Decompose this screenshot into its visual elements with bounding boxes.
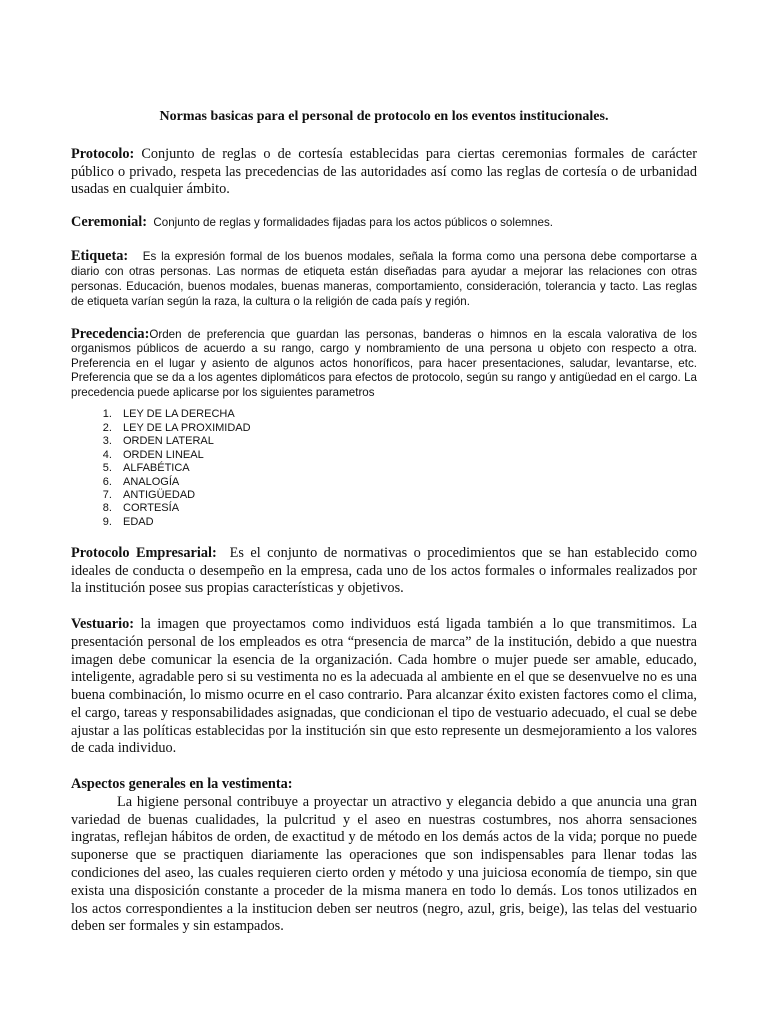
list-item: 7. ANTIGÜEDAD — [115, 489, 697, 502]
paragraph-ceremonial — [71, 215, 697, 230]
term-protocolo: Protocolo: — [71, 146, 135, 162]
term-vestuario: Vestuario: — [71, 615, 135, 632]
document-title: Normas basicas para el personal de protocolo en los eventos institucionales. — [159, 109, 609, 124]
definition-etiqueta: Es la expresión formal de los buenos modales, señala la forma como una persona debe comportarse a diario con otras personas. Las normas de etiqueta están diseñadas para ayudar a mejorar las relaciones con otras personas. Educación, buenos modales, buenas maneras, comportamiento, consideración, tolerancia y tacto. Las reglas de etiqueta varían según la raza, la cultura o la religión de cada país y región. — [71, 249, 701, 308]
list-item: 5. ALFABÉTICA — [115, 462, 697, 475]
term-precedencia: Precedencia: — [71, 325, 150, 342]
paragraph-protocolo — [71, 146, 697, 199]
precedence-parameters-list — [71, 408, 697, 529]
list-item: 9. EDAD — [115, 516, 697, 529]
list-item: 6. ANALOGÍA — [115, 476, 697, 489]
paragraph-protocolo-empresarial — [71, 545, 701, 598]
term-ceremonial: Ceremonial: — [71, 213, 147, 230]
paragraph-vestuario — [71, 616, 697, 758]
definition-precedencia: Orden de preferencia que guardan las personas, banderas o himnos en la escala valorativa de los organismos públicos de acuerdo a su rango, cargo y nombramiento de una persona u objeto con respecto a otra. Preferencia en el lugar y asiento de algunos actos honoríficos, para hacer presentaciones, saludar, levantarse, etc. Preferencia que se da a los agentes diplomáticos para efectos de protocolo, según su rango y antigüedad en el cargo. La precedencia puede aplicarse por los siguientes parametros — [71, 327, 697, 399]
section-heading-aspectos: Aspectos generales en la vestimenta: — [71, 776, 293, 793]
definition-protocolo: Conjunto de reglas o de cortesía establecidas para ciertas ceremonias formales de carácter público o privado, respeta las precedencias de las autoridades así como las reglas de cortesía o de urbanidad usadas en cualquier ámbito. — [71, 146, 697, 197]
term-protocolo-empresarial: Protocolo Empresarial: — [71, 545, 217, 562]
document-page — [71, 108, 701, 936]
list-item: 1. LEY DE LA DERECHA — [115, 408, 697, 421]
definition-ceremonial: Conjunto de reglas y formalidades fijadas para los actos públicos o solemnes. — [146, 215, 553, 229]
definition-vestuario: la imagen que proyectamos como individuos está ligada también a lo que transmitimos. La presentación personal de los empleados es otra “presencia de marca” de la institución, debido a que nuestra imagen debe comunicar la esencia de la organización. Cada hombre o mujer puede ser amable, educado, inteligente, agradable pero si su vestimenta no es la adecuada al ambiente en el que se desenvuelve no es una buena combinación, lo mismo ocurre en el caso contrario. Para alcanzar éxito existen factores como el clima, el cargo, tareas y responsabilidades asignadas, que condicionan el tipo de vestuario adecuado, el cual se debe ajustar a las políticas establecidas por la institución sin que esto represente un desmejoramiento a los valores de cada individuo. — [71, 615, 697, 757]
list-item: 8. CORTESÍA — [115, 502, 697, 515]
paragraph-etiqueta — [71, 247, 701, 309]
list-item: 4. ORDEN LINEAL — [115, 449, 697, 462]
paragraph-precedencia — [71, 327, 697, 401]
term-etiqueta: Etiqueta: — [71, 247, 129, 264]
paragraph-aspectos: La higiene personal contribuye a proyectar un atractivo y elegancia debido a que anuncia una gran variedad de buenas cualidades, la pulcritud y el aseo en nuestras costumbres, nos ahorra sensaciones ingratas, reflejan hábitos de orden, de exactitud y de método en los demás actos de la vida; porque no puede suponerse que se practiquen diariamente las operaciones que son indispensables para llenar todas las condiciones del aseo, las cuales requieren cierto orden y método y una juiciosa economía de tiempo, sin que exista una disposición constante a proceder de la misma manera en todo lo demás. Los tonos utilizados en los actos correspondientes a la institucion deben ser neutros (negro, azul, gris, beige), las telas del vestuario deben ser formales y sin estampados. — [71, 793, 697, 935]
list-item: 3. ORDEN LATERAL — [115, 435, 697, 448]
definition-protocolo-empresarial: Es el conjunto de normativas o procedimientos que se han establecido como ideales de conducta o desempeño en la empresa, cada uno de los actos formales o informales realizados por la institución posee sus propias características y objetivos. — [71, 545, 701, 597]
list-item: 2. LEY DE LA PROXIMIDAD — [115, 422, 697, 435]
